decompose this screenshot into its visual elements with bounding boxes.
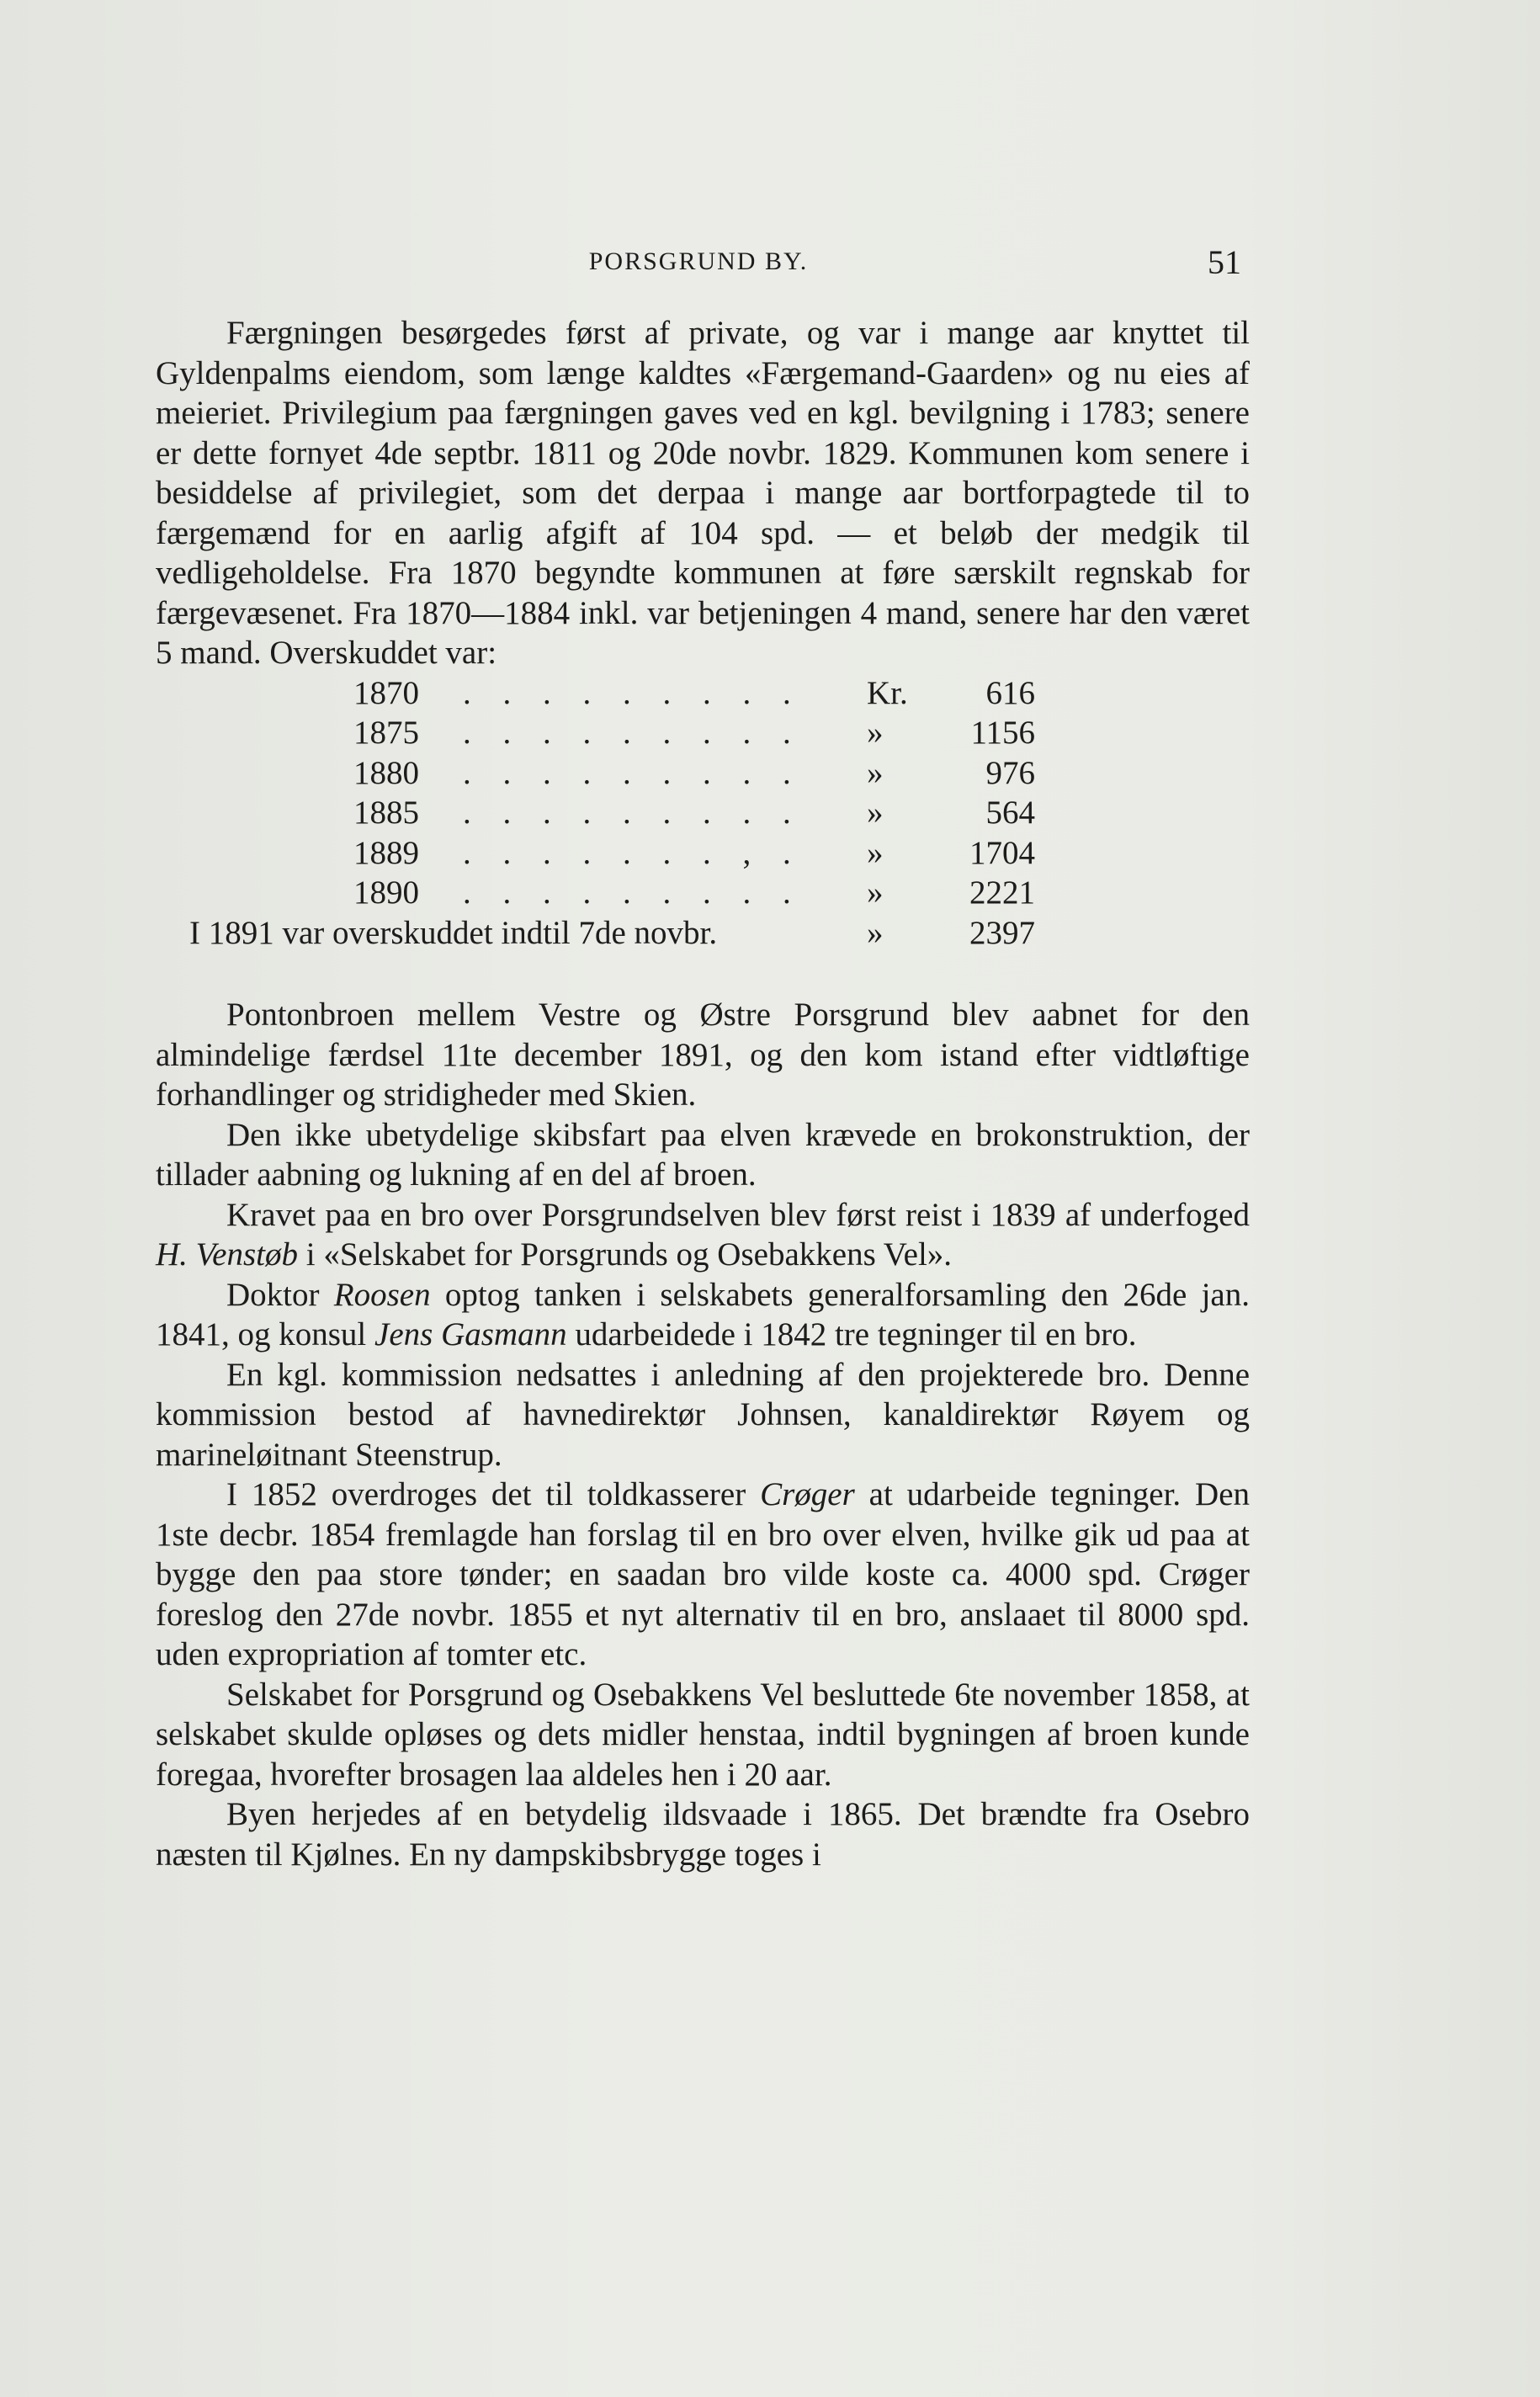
text-segment: at udarbeide tegninger. Den 1ste decbr. 1854 fremlagde han forslag til en bro over elven, hvilke gik ud paa at bygge den paa store tønder; en saadan bro vilde koste ca. 4000 spd. Crøger foreslog den 27de novbr. 1855 et nyt alternativ til en bro, anslaaet til 8000 spd. uden expropriation af tomter etc. <box>156 1476 1251 1672</box>
italic-name: H. Venstøb <box>156 1236 298 1273</box>
amount-cell: 616 <box>985 674 1035 711</box>
amount-cell: 2397 <box>969 914 1035 951</box>
paragraphs-after-table <box>156 995 1250 1874</box>
text-segment: optog tanken i selskabets generalforsamling den 26de jan. 1841, og konsul <box>156 1276 1250 1353</box>
unit-cell: » <box>867 874 884 911</box>
paragraph <box>156 995 1250 1115</box>
text-segment: Pontonbroen mellem Vestre og Østre Porsgrund blev aabnet for den almindelige færdsel 11te december 1891, og den kom istand efter vidtløftige forhandlinger og stridigheder med Skien. <box>156 997 1250 1113</box>
unit-cell: » <box>867 834 884 871</box>
year-cell: 1890 <box>353 874 419 911</box>
unit-cell: » <box>867 914 884 951</box>
text-segment: Doktor <box>226 1276 334 1313</box>
paragraph <box>156 1275 1250 1355</box>
amount-cell: 564 <box>985 795 1035 831</box>
table-row-final <box>189 913 1081 954</box>
paragraph <box>156 313 1250 673</box>
leader-dots: . . . . . . . . . <box>463 754 803 791</box>
page-number: 51 <box>1208 243 1241 281</box>
amount-cell: 1704 <box>969 834 1035 871</box>
text-segment: udarbeidede i 1842 tre tegninger til en bro. <box>566 1316 1137 1353</box>
table-row <box>189 873 1081 913</box>
table-row <box>189 673 1081 714</box>
paragraph <box>156 1675 1250 1795</box>
table-row <box>189 833 1081 874</box>
text-segment: i «Selskabet for Porsgrunds og Osebakkens Vel». <box>298 1236 953 1273</box>
page-header <box>156 242 1241 284</box>
text-segment: Byen herjedes af en betydelig ildsvaade i 1865. Det brændte fra Osebro næsten til Kjølnes. En ny dampskibsbrygge toges i <box>156 1796 1250 1873</box>
paragraph <box>156 1794 1250 1874</box>
year-cell: 1885 <box>353 795 419 831</box>
section-gap <box>156 953 1250 995</box>
leader-dots: . . . . . . . . . <box>463 715 803 751</box>
table-row <box>189 753 1081 794</box>
unit-cell: Kr. <box>867 674 908 711</box>
leader-dots: . . . . . . . . . <box>463 874 803 911</box>
amount-cell: 2221 <box>969 874 1035 911</box>
text-segment: Selskabet for Porsgrund og Osebakkens Vel besluttede 6te november 1858, at selskabet skulde opløses og dets midler henstaa, indtil bygningen af broen kunde foregaa, hvorefter brosagen laa aldeles hen i 20 aar. <box>156 1676 1250 1793</box>
paragraph <box>156 1195 1250 1275</box>
italic-name: Jens Gasmann <box>374 1316 567 1353</box>
surplus-table <box>189 673 1081 954</box>
paragraph <box>156 1115 1250 1195</box>
italic-name: Roosen <box>333 1276 431 1313</box>
table-row <box>189 713 1081 753</box>
amount-cell: 1156 <box>970 715 1035 751</box>
unit-cell: » <box>867 715 884 751</box>
year-cell: 1870 <box>353 674 419 711</box>
final-row-label: I 1891 var overskuddet indtil 7de novbr. <box>189 914 718 951</box>
text-segment: I 1852 overdroges det til toldkasserer <box>226 1476 761 1512</box>
unit-cell: » <box>867 795 884 831</box>
italic-name: Crøger <box>760 1476 855 1512</box>
paragraph <box>156 1475 1250 1675</box>
running-head: PORSGRUND BY. <box>588 247 809 275</box>
leader-dots: . . . . . . . . . <box>463 674 803 711</box>
amount-cell: 976 <box>985 754 1035 791</box>
table-row <box>189 793 1081 833</box>
year-cell: 1880 <box>353 754 419 791</box>
paragraphs-before-table <box>156 313 1250 673</box>
text-segment: Den ikke ubetydelige skibsfart paa elven krævede en brokonstruktion, der tillader aabning og lukning af en del af broen. <box>156 1116 1250 1193</box>
text-segment: Kravet paa en bro over Porsgrundselven blev først reist i 1839 af underfoged <box>226 1196 1250 1233</box>
unit-cell: » <box>867 754 884 791</box>
year-cell: 1875 <box>353 715 419 751</box>
text-segment: Færgningen besørgedes først af private, og var i mange aar knyttet til Gyldenpalms eiendom, som længe kaldtes «Færgemand-Gaarden» og nu eies af meieriet. Privilegium paa færgningen gaves ved en kgl. bevilgning i 1783; senere er dette fornyet 4de septbr. 1811 og 20de novbr. 1829. Kommunen kom senere i besiddelse af privilegiet, som det derpaa i mange aar bortforpagtede til to færgemænd for en aarlig afgift af 104 spd. — et beløb der medgik til vedligeholdelse. Fra 1870 begyndte kommunen at føre særskilt regnskab for færgevæsenet. Fra 1870—1884 inkl. var betjeningen 4 mand, senere har den været 5 mand. Overskuddet var: <box>156 315 1250 671</box>
paragraph <box>156 1355 1250 1475</box>
text-segment: En kgl. kommission nedsattes i anledning af den projekterede bro. Denne kommission bestod af havnedirektør Johnsen, kanaldirektør Røyem og marineløitnant Steenstrup. <box>156 1356 1250 1473</box>
leader-dots: . . . . . . . . . <box>463 795 803 831</box>
page-body <box>156 313 1250 1874</box>
leader-dots: . . . . . . . , . <box>463 834 803 871</box>
year-cell: 1889 <box>353 834 419 871</box>
